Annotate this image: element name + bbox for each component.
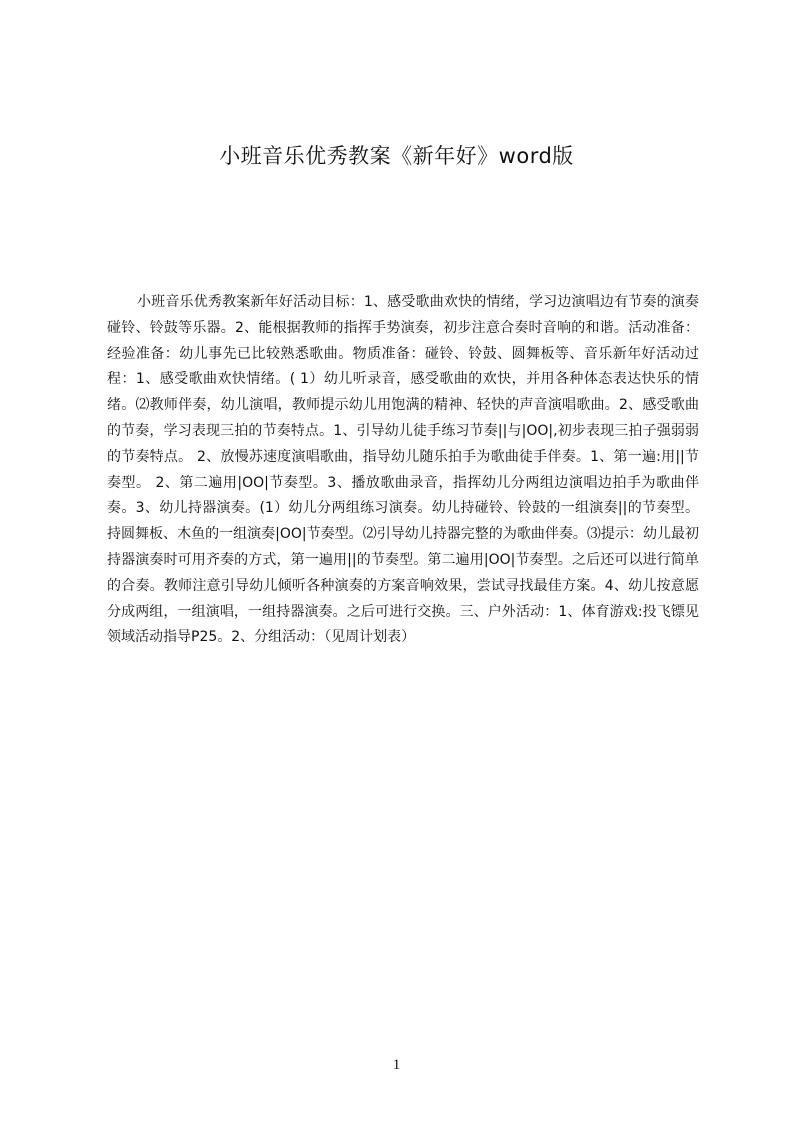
- lesson-plan-paragraph: 小班音乐优秀教案新年好活动目标：1、感受歌曲欢快的情绪，学习边演唱边有节奏的演奏碰铃、铃鼓等乐器。2、能根据教师的指挥手势演奏，初步注意合奏时音响的和谐。活动准备：经验准备：幼儿事先已比较熟悉歌曲。物质准备：碰铃、铃鼓、圆舞板等、音乐新年好活动过程：1、感受歌曲欢快情绪。( 1）幼儿听录音，感受歌曲的欢快，并用各种体态表达快乐的情绪。⑵教师伴奏，幼儿演唱，教师提示幼儿用饱满的精神、轻快的声音演唱歌曲。2、感受歌曲的节奏，学习表现三拍的节奏特点。1、引导幼儿徒手练习节奏||与|OO|,初步表现三拍子强弱弱的节奏特点。 2、放慢苏速度演唱歌曲，指导幼儿随乐拍手为歌曲徒手伴奏。1、第一遍:用||节奏型。 2、第二遍用|OO|节奏型。3、播放歌曲录音，指挥幼儿分两组边演唱边拍手为歌曲伴奏。3、幼儿持器演奏。(1）幼儿分两组练习演奏。幼儿持碰铃、铃鼓的一组演奏||的节奏型。持圆舞板、木鱼的一组演奏|OO|节奏型。⑵引导幼儿持器完整的为歌曲伴奏。⑶提示：幼儿最初持器演奏时可用齐奏的方式，第一遍用||的节奏型。第二遍用|OO|节奏型。之后还可以进行简单的合奏。教师注意引导幼儿倾听各种演奏的方案音响效果，尝试寻找最佳方案。4、幼儿按意愿分成两组，一组演唱，一组持器演奏。之后可进行交换。三、户外活动：1、体育游戏:投飞镖见领域活动指导P25。2、分组活动：（见周计划表）: [107, 294, 699, 646]
- page-number: 1: [392, 1057, 401, 1073]
- document-title: 小班音乐优秀教案《新年好》word版: [219, 144, 574, 168]
